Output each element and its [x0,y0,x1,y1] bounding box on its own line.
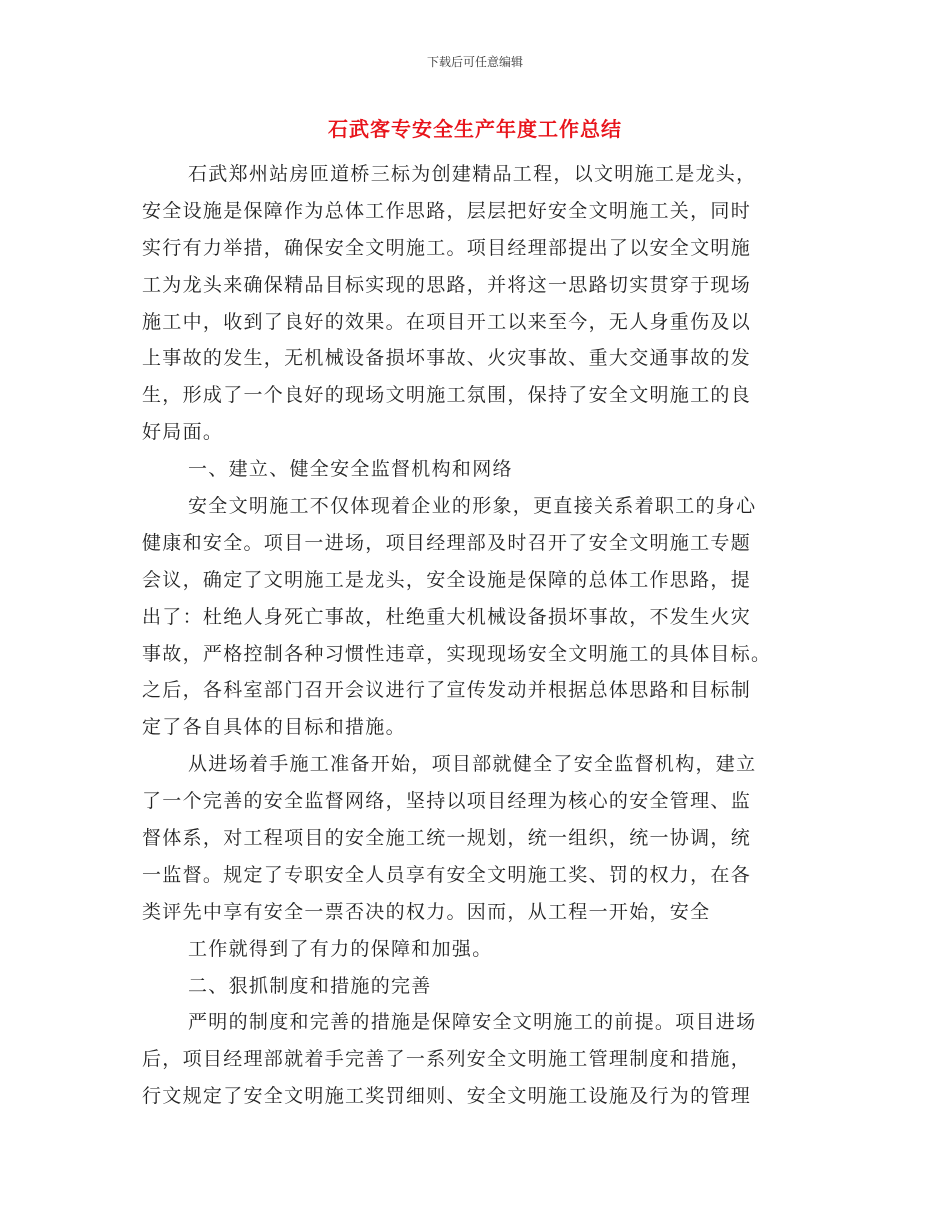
text-line: 安全设施是保障作为总体工作思路，层层把好安全文明施工关，同时 [142,199,752,222]
text-line: 事故，严格控制各种习惯性违章，实现现场安全文明施工的具体目标。 [142,642,772,665]
text-line: 一、建立、健全安全监督机构和网络 [188,458,513,481]
text-line: 安全文明施工不仅体现着企业的形象，更直接关系着职工的身心 [188,495,757,518]
document-body [142,156,814,1115]
document-title: 石武客专安全生产年度工作总结 [328,117,622,141]
text-line: 上事故的发生，无机械设备损坏事故、火灾事故、重大交通事故的发 [142,347,752,370]
text-line: 施工中，收到了良好的效果。在项目开工以来至今，无人身重伤及以 [142,310,752,333]
text-line: 督体系，对工程项目的安全施工统一规划，统一组织，统一协调，统 [142,827,752,850]
text-line: 健康和安全。项目一进场，项目经理部及时召开了安全文明施工专题 [142,531,752,554]
text-line: 生，形成了一个良好的现场文明施工氛围，保持了安全文明施工的良 [142,384,752,407]
text-line: 行文规定了安全文明施工奖罚细则、安全文明施工设施及行为的管理 [142,1085,752,1108]
text-line: 出了：杜绝人身死亡事故，杜绝重大机械设备损坏事故，不发生火灾 [142,605,752,628]
text-line: 石武郑州站房匝道桥三标为创建精品工程，以文明施工是龙头， [188,163,757,185]
text-line: 二、狠抓制度和措施的完善 [188,974,432,997]
text-line: 类评先中享有安全一票否决的权力。因而，从工程一开始，安全 [142,900,711,923]
text-line: 严明的制度和完善的措施是保障安全文明施工的前提。项目进场 [188,1011,757,1034]
text-line: 实行有力举措，确保安全文明施工。项目经理部提出了以安全文明施 [142,236,752,259]
text-line: 之后，各科室部门召开会议进行了宣传发动并根据总体思路和目标制 [142,679,752,702]
text-line: 一监督。规定了专职安全人员享有安全文明施工奖、罚的权力，在各 [142,863,752,886]
text-line: 定了各自具体的目标和措施。 [142,716,406,739]
header-note: 下载后可任意编辑 [426,55,523,69]
text-line: 好局面。 [142,421,224,444]
text-line: 会议，确定了文明施工是龙头，安全设施是保障的总体工作思路，提 [142,568,752,591]
text-line: 从进场着手施工准备开始，项目部就健全了安全监督机构，建立 [188,753,757,776]
text-line: 后，项目经理部就着手完善了一系列安全文明施工管理制度和措施， [142,1048,752,1071]
text-line: 工为龙头来确保精品目标实现的思路，并将这一思路切实贯穿于现场 [142,273,752,296]
text-line: 了一个完善的安全监督网络，坚持以项目经理为核心的安全管理、监 [142,790,752,813]
text-line: 工作就得到了有力的保障和加强。 [188,937,493,960]
